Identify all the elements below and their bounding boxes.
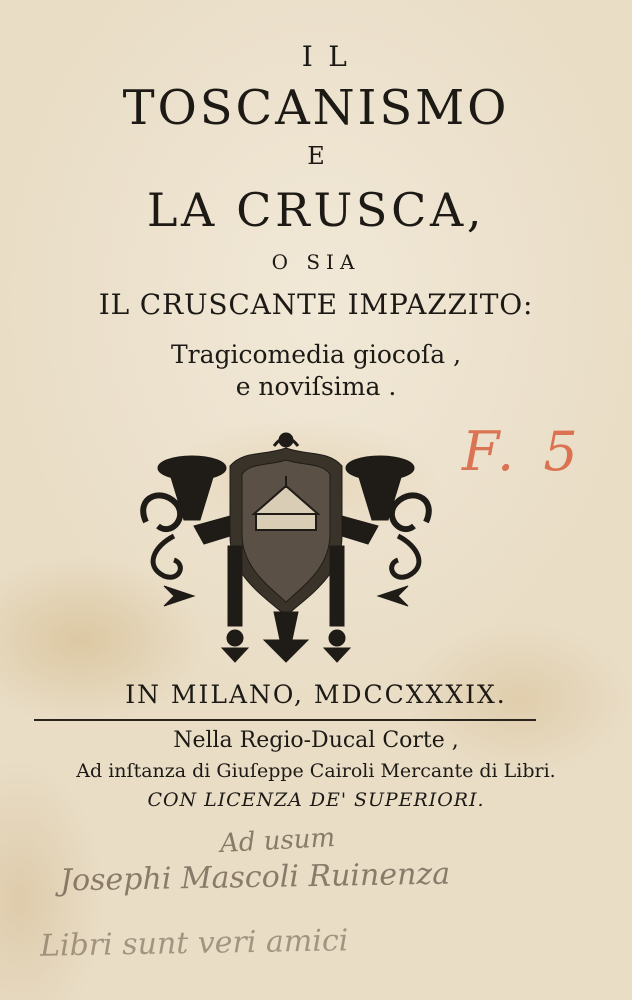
title-line-3: E — [307, 142, 325, 170]
imprint-sponsor: Ad inſtanza di Giuſeppe Cairoli Mercante di Libri. — [76, 760, 556, 782]
handwritten-ownership-2: Josephi Mascoli Ruinenza — [59, 856, 451, 899]
subtitle-line-2: e noviſsima . — [235, 372, 397, 401]
imprint-rule — [34, 719, 536, 721]
imprint-place-date: IN MILANO, MDCCXXXIX. — [125, 680, 507, 709]
title-line-6: IL CRUSCANTE IMPAZZITO: — [98, 288, 534, 321]
title-line-5: O SIA — [271, 250, 361, 274]
title-line-4: LA CRUSCA, — [146, 183, 486, 237]
handwritten-motto: Libri sunt veri amici — [39, 923, 349, 964]
printer-fleuron-icon — [134, 426, 438, 666]
subtitle-line-1: Tragicomedia giocoſa , — [170, 340, 462, 369]
title-line-1: IL — [301, 40, 363, 73]
handwritten-ownership-1: Ad usum — [219, 823, 336, 859]
imprint-printer: Nella Regio-Ducal Corte , — [173, 728, 459, 753]
imprint-license: CON LICENZA DE' SUPERIORI. — [147, 789, 485, 811]
shelfmark: F. 5 — [462, 420, 584, 483]
title-line-2: TOSCANISMO — [122, 80, 510, 136]
